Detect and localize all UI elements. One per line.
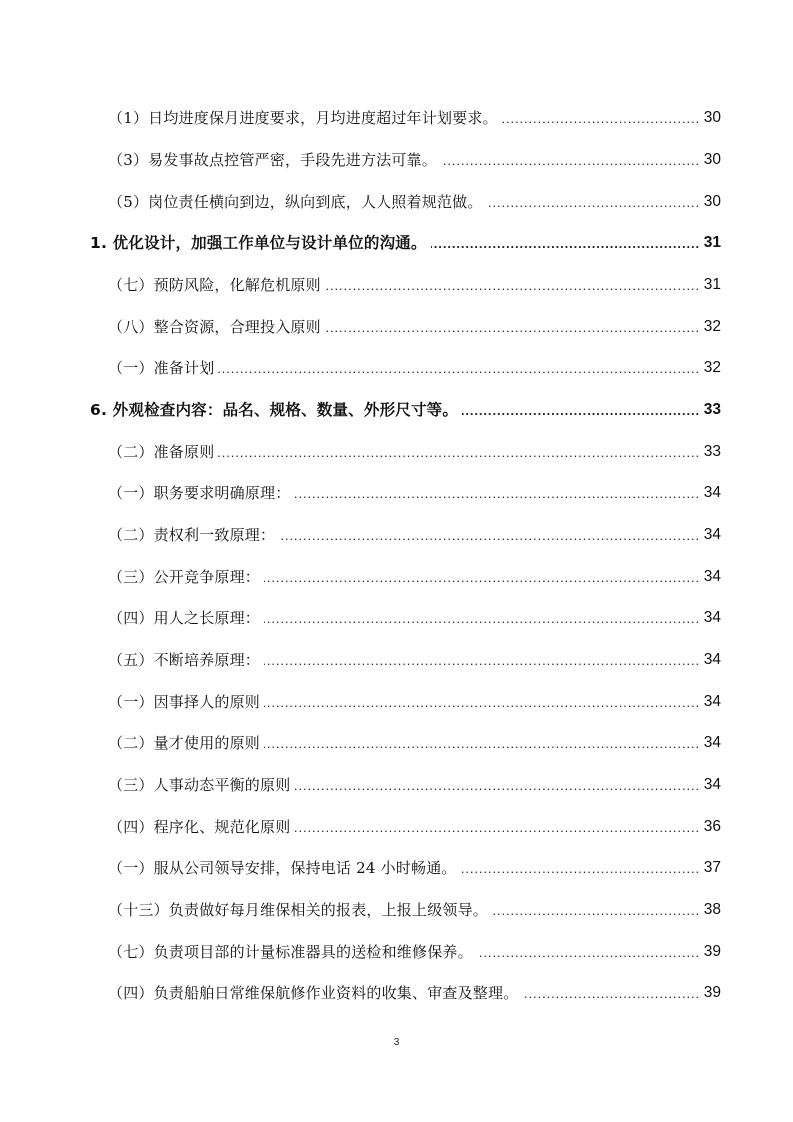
toc-entry-page: 34 [703,568,721,585]
page-number: 3 [393,1037,400,1048]
toc-entry-page: 33 [703,401,721,418]
toc-entry-title: （四）程序化、规范化原则 [108,818,291,836]
toc-entry-title: （四）负责船舶日常维保航修作业资料的收集、审查及整理。 [108,984,519,1002]
toc-entry[interactable] [108,104,721,128]
toc-heading-entry[interactable] [90,229,721,253]
toc-entry[interactable] [108,479,721,503]
toc-entry[interactable] [108,313,721,337]
toc-entry-page: 38 [703,901,721,918]
toc-entry-page: 39 [703,984,721,1001]
toc-entry[interactable] [108,854,721,878]
toc-entry-page: 34 [703,693,721,710]
toc-entry-page: 34 [703,734,721,751]
toc-entry-title: （十三）负责做好每月维保相关的报表，上报上级领导。 [108,901,489,919]
toc-entry[interactable] [108,813,721,837]
toc-entry-page: 37 [703,859,721,876]
toc-entry-title: （一）职务要求明确原理： [108,484,291,502]
toc-dot-leader [431,233,700,253]
toc-dot-leader [492,900,700,920]
toc-dot-leader [461,858,700,878]
toc-entry-title: （二）准备原则 [108,443,215,461]
toc-entry[interactable] [108,146,721,170]
toc-dot-leader [264,692,700,712]
toc-entry[interactable] [108,771,721,795]
toc-entry-page: 30 [703,151,721,168]
toc-entry-title: （一）因事择人的原则 [108,693,261,711]
toc-entry-title: （七）负责项目部的计量标准器具的送检和维修保养。 [108,943,473,961]
toc-entry-page: 36 [703,818,721,835]
toc-entry[interactable] [108,563,721,587]
toc-dot-leader [325,275,700,295]
toc-entry-page: 34 [703,776,721,793]
toc-entry-page: 34 [703,651,721,668]
toc-entry-page: 32 [703,318,721,335]
toc-entry[interactable] [108,646,721,670]
toc-entry-title: （八）整合资源，合理投入原则 [108,318,321,336]
toc-entry-title: （三）人事动态平衡的原则 [108,776,291,794]
toc-entry-page: 31 [703,234,721,251]
toc-entry-title: （二）量才使用的原则 [108,734,261,752]
toc-entry[interactable] [108,979,721,1003]
toc-entry[interactable] [108,271,721,295]
toc-heading-entry[interactable] [90,396,721,420]
toc-entry-title: （一）服从公司领导安排，保持电话 24 小时畅通。 [108,859,457,877]
toc-entry-page: 30 [703,109,721,126]
toc-entry-page: 34 [703,526,721,543]
toc-dot-leader [462,400,700,420]
toc-dot-leader [477,942,700,962]
toc-dot-leader [502,108,700,128]
toc-entry-page: 39 [703,943,721,960]
toc-entry[interactable] [108,188,721,212]
toc-dot-leader [264,608,700,628]
toc-entry-title: （五）不断培养原理： [108,651,261,669]
toc-entry-title: （3）易发事故点控管严密，手段先进方法可靠。 [108,151,437,169]
toc-entry[interactable] [108,438,721,462]
toc-dot-leader [522,983,700,1003]
toc-entry-page: 34 [703,609,721,626]
toc-entry-title: （七）预防风险，化解危机原则 [108,276,321,294]
toc-dot-leader [264,567,700,587]
toc-dot-leader [218,358,700,378]
toc-dot-leader [218,442,700,462]
toc-entry[interactable] [108,604,721,628]
toc-dot-leader [487,192,700,212]
toc-dot-leader [294,483,700,503]
toc-entry-title: （二）责权利一致原理： [108,526,276,544]
toc-entry-page: 30 [703,193,721,210]
toc-entry[interactable] [108,938,721,962]
toc-entry-page: 33 [703,443,721,460]
toc-dot-leader [294,817,700,837]
toc-entry-title: （5）岗位责任横向到边，纵向到底，人人照着规范做。 [108,193,483,211]
toc-entry-title: （三）公开竞争原理： [108,568,261,586]
toc-dot-leader [264,650,700,670]
toc-dot-leader [441,150,700,170]
toc-entry-title: 1. 优化设计，加强工作单位与设计单位的沟通。 [90,234,427,252]
toc-entry[interactable] [108,896,721,920]
toc-dot-leader [264,733,700,753]
toc-entry[interactable] [108,354,721,378]
toc-entry-page: 31 [703,276,721,293]
toc-entry-title: 6. 外观检查内容：品名、规格、数量、外形尺寸等。 [90,401,459,419]
toc-dot-leader [294,775,700,795]
toc-dot-leader [325,317,700,337]
toc-entry[interactable] [108,688,721,712]
toc-entry-title: （1）日均进度保月进度要求，月均进度超过年计划要求。 [108,109,498,127]
toc-entry-page: 34 [703,484,721,501]
toc-entry-page: 32 [703,359,721,376]
toc-entry[interactable] [108,729,721,753]
toc-entry-title: （一）准备计划 [108,359,215,377]
toc-entry[interactable] [108,521,721,545]
toc-dot-leader [279,525,700,545]
toc-entry-title: （四）用人之长原理： [108,609,261,627]
